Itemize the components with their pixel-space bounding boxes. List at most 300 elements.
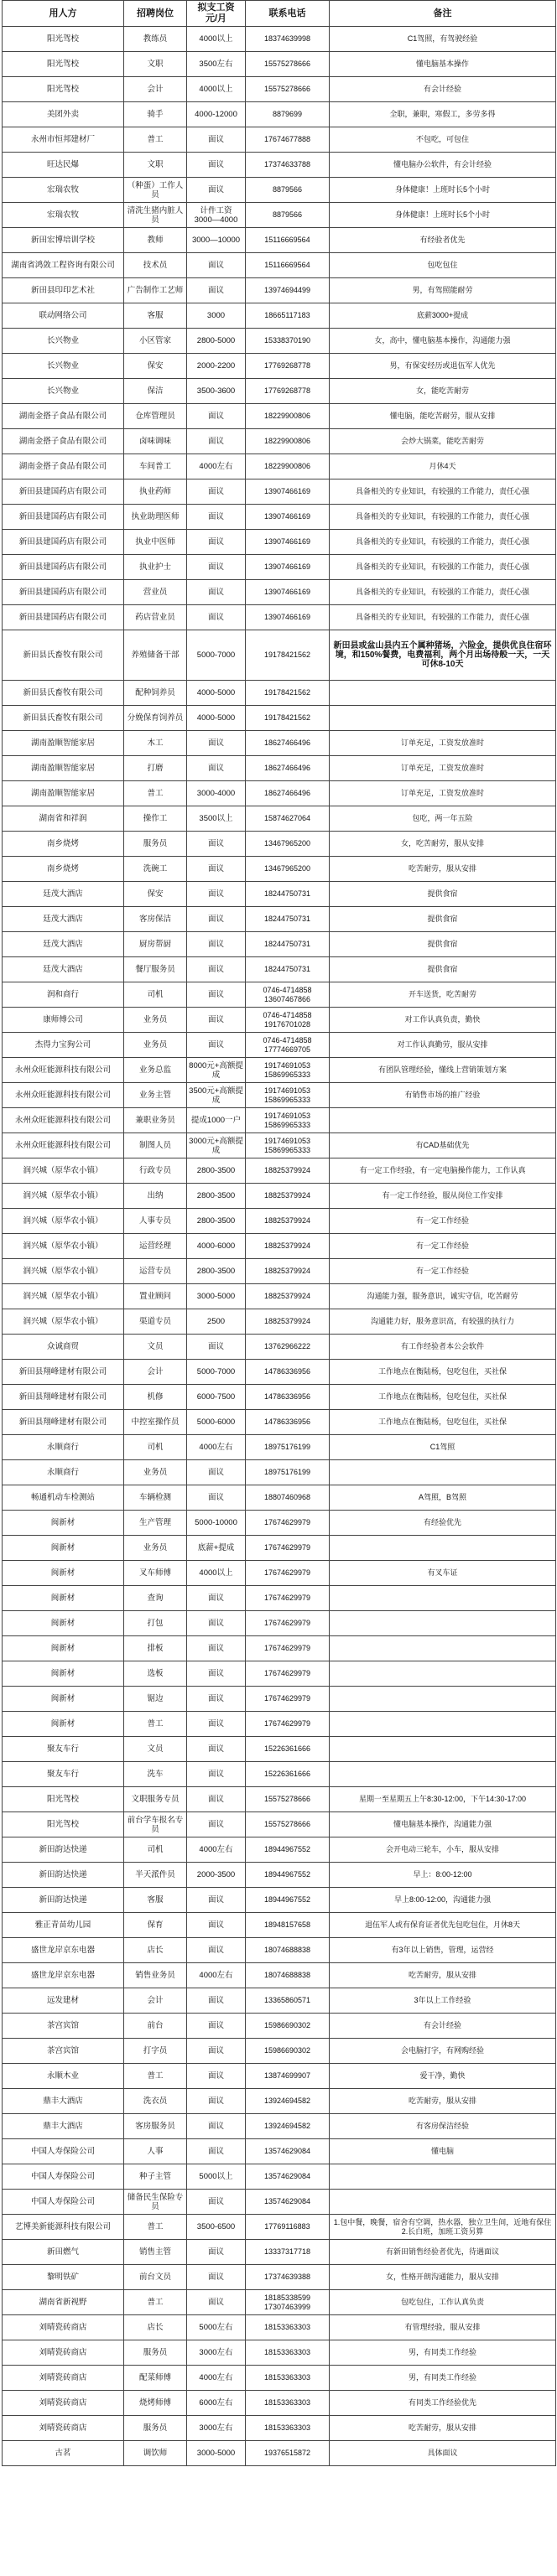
employer-cell: 润兴城（原华农小镇） [3,1309,124,1335]
remark-cell: 订单充足，工资发放准时 [330,781,556,806]
position-cell: 分娩保育饲养员 [124,706,187,731]
employer-cell: 刘晴瓷砖商店 [3,2340,124,2366]
phone-cell: 15874627064 [246,806,330,832]
employer-cell: 廷茂大酒店 [3,957,124,982]
salary-cell: 面议 [187,2139,246,2164]
position-cell: 普工 [124,2215,187,2240]
phone-cell: 13907466169 [246,580,330,605]
phone-cell: 19178421562 [246,630,330,681]
position-cell: 配菜师傅 [124,2366,187,2391]
remark-cell: 沟通能力好，服务意识高，有较强的执行力 [330,1309,556,1335]
table-row [3,203,556,228]
salary-cell: 3000-5000 [187,1284,246,1309]
remark-cell: 女，吃苦耐劳，服从安排 [330,832,556,857]
remark-cell: 身体健康！上班时长5个小时 [330,203,556,228]
table-row [3,957,556,982]
table-row [3,2416,556,2441]
employer-cell: 闽新材 [3,1561,124,1586]
phone-cell: 15226361666 [246,1737,330,1762]
salary-cell: 2800-3500 [187,1158,246,1184]
employer-cell: 远发建材 [3,1988,124,2014]
employer-cell: 康师傅公司 [3,1008,124,1033]
employer-cell: 黎明铁矿 [3,2265,124,2290]
phone-cell: 0746-4714858 19176701028 [246,1008,330,1033]
phone-cell: 17674677888 [246,127,330,153]
table-row [3,1863,556,1888]
salary-cell: 面议 [187,178,246,203]
remark-cell: 男，有同类工作经验 [330,2340,556,2366]
position-cell: 服务员 [124,832,187,857]
salary-cell: 面议 [187,756,246,781]
employer-cell: 永州众旺能源科技有限公司 [3,1108,124,1133]
remark-cell: C1驾照 [330,1435,556,1460]
table-row [3,580,556,605]
table-row [3,354,556,379]
employer-cell: 闽新材 [3,1511,124,1536]
employer-cell: 艺博美新能源科技有限公司 [3,2215,124,2240]
phone-cell: 13907466169 [246,479,330,505]
employer-cell: 润兴城（原华农小镇） [3,1234,124,1259]
salary-cell: 面议 [187,982,246,1008]
table-row [3,27,556,52]
salary-cell: 面议 [187,555,246,580]
employer-cell: 廷茂大酒店 [3,932,124,957]
remark-cell: 有CAD基础优先 [330,1133,556,1158]
phone-cell: 18944967552 [246,1837,330,1863]
salary-cell: 3000左右 [187,2340,246,2366]
position-cell: 行政专员 [124,1158,187,1184]
table-row [3,1234,556,1259]
employer-cell: 湖南省鸿敛工程咨询有限公司 [3,253,124,278]
header-phone: 联系电话 [246,1,330,27]
salary-cell: 面议 [187,153,246,178]
position-cell: 文职 [124,52,187,77]
salary-cell: 4000左右 [187,454,246,479]
salary-cell: 面议 [187,1335,246,1360]
position-cell: 执业药师 [124,479,187,505]
employer-cell: 润兴城（原华农小镇） [3,1209,124,1234]
employer-cell: 新田县建国药店有限公司 [3,555,124,580]
salary-cell: 面议 [187,731,246,756]
table-row [3,832,556,857]
phone-cell: 8879566 [246,203,330,228]
table-row [3,2139,556,2164]
phone-cell: 18825379924 [246,1184,330,1209]
phone-cell: 13574629084 [246,2164,330,2190]
phone-cell: 15575278666 [246,52,330,77]
table-row [3,555,556,580]
phone-cell: 18825379924 [246,1309,330,1335]
employer-cell: 新田县翔峰建材有限公司 [3,1410,124,1435]
salary-cell: 4000左右 [187,1435,246,1460]
remark-cell: 包吃包住 [330,253,556,278]
table-row [3,127,556,153]
table-row [3,1661,556,1687]
position-cell: 服务员 [124,2340,187,2366]
phone-cell: 18825379924 [246,1158,330,1184]
phone-cell: 13337317718 [246,2240,330,2265]
remark-cell: 月休4天 [330,454,556,479]
position-cell: 业务主管 [124,1083,187,1108]
salary-cell: 2000-3500 [187,1863,246,1888]
phone-cell: 13924694582 [246,2114,330,2139]
remark-cell: 有一定工作经验 [330,1259,556,1284]
employer-cell: 新田县印印艺术社 [3,278,124,303]
salary-cell: 面议 [187,1762,246,1787]
position-cell: 生产管理 [124,1511,187,1536]
position-cell: 执业中医师 [124,530,187,555]
salary-cell: 5000左右 [187,2315,246,2340]
salary-cell: 面议 [187,1008,246,1033]
phone-cell: 13762966222 [246,1335,330,1360]
phone-cell: 17674629979 [246,1586,330,1611]
salary-cell: 8000元+高额提成 [187,1058,246,1083]
position-cell: 销售业务员 [124,1963,187,1988]
position-cell: 普工 [124,1712,187,1737]
phone-cell: 17674629979 [246,1561,330,1586]
employer-cell: 湖南盈顺智能家居 [3,781,124,806]
employer-cell: 阳光驾校 [3,1787,124,1812]
table-row [3,153,556,178]
phone-cell: 18244750731 [246,882,330,907]
header-salary: 拟支工资 元/月 [187,1,246,27]
employer-cell: 鼎丰大酒店 [3,2114,124,2139]
table-row [3,429,556,454]
salary-cell: 面议 [187,1661,246,1687]
phone-cell: 15116669564 [246,228,330,253]
employer-cell: 阳光驾校 [3,77,124,102]
phone-cell: 15338370190 [246,329,330,354]
position-cell: 教练员 [124,27,187,52]
salary-cell: 4000-5000 [187,706,246,731]
position-cell: 司机 [124,1435,187,1460]
salary-cell: 4000以上 [187,77,246,102]
phone-cell: 18627466496 [246,756,330,781]
salary-cell: 面议 [187,479,246,505]
salary-cell: 计件工资 3000—4000 [187,203,246,228]
position-cell: 置业顾问 [124,1284,187,1309]
employer-cell: 闽新材 [3,1636,124,1661]
employer-cell: 茶宫宾馆 [3,2014,124,2039]
remark-cell: 对工作认真勤劳，服从安排 [330,1033,556,1058]
employer-cell: 美团外卖 [3,102,124,127]
employer-cell: 聚友车行 [3,1737,124,1762]
remark-cell: 女，能吃苦耐劳 [330,379,556,404]
position-cell: 普工 [124,2064,187,2089]
salary-cell: 面议 [187,1460,246,1485]
remark-cell: 懂电脑，能吃苦耐劳，服从安排 [330,404,556,429]
salary-cell: 4000-12000 [187,102,246,127]
position-cell: 配种饲养员 [124,681,187,706]
salary-cell: 面议 [187,580,246,605]
phone-cell: 18244750731 [246,957,330,982]
employer-cell: 众诚商贸 [3,1335,124,1360]
phone-cell: 13365860571 [246,1988,330,2014]
position-cell: 锯边 [124,1687,187,1712]
phone-cell: 15575278666 [246,1812,330,1837]
table-row [3,857,556,882]
employer-cell: 阳光驾校 [3,27,124,52]
position-cell: 种子主管 [124,2164,187,2190]
remark-cell: 有经验者优先 [330,228,556,253]
salary-cell: 面议 [187,1586,246,1611]
salary-cell: 面议 [187,1712,246,1737]
position-cell: 餐厅服务员 [124,957,187,982]
salary-cell: 3000-4000 [187,781,246,806]
employer-cell: 宏瑞农牧 [3,178,124,203]
employer-cell: 新田宏博培训学校 [3,228,124,253]
remark-cell: 有新田销售经验者优先，待遇面议 [330,2240,556,2265]
employer-cell: 刘晴瓷砖商店 [3,2315,124,2340]
salary-cell: 3500左右 [187,52,246,77]
table-row [3,2391,556,2416]
position-cell: 前台 [124,2014,187,2039]
salary-cell: 面议 [187,253,246,278]
salary-cell: 面议 [187,882,246,907]
position-cell: 保安 [124,882,187,907]
table-row [3,1988,556,2014]
employer-cell: 湖南盈顺智能家居 [3,756,124,781]
position-cell: 会计 [124,1988,187,2014]
header-employer: 用人方 [3,1,124,27]
table-row [3,228,556,253]
phone-cell: 13907466169 [246,530,330,555]
table-row [3,1787,556,1812]
phone-cell: 18229900806 [246,404,330,429]
table-row [3,2290,556,2315]
table-row [3,1410,556,1435]
employer-cell: 南乡烧烤 [3,857,124,882]
salary-cell: 面议 [187,530,246,555]
employer-cell: 永顺木业 [3,2064,124,2089]
table-row [3,253,556,278]
remark-cell: 爱干净，勤快 [330,2064,556,2089]
table-row [3,1938,556,1963]
salary-cell: 面议 [187,2039,246,2064]
table-header [3,1,556,27]
remark-cell: 懂电脑 [330,2139,556,2164]
phone-cell: 17769116883 [246,2215,330,2240]
employer-cell: 廷茂大酒店 [3,882,124,907]
phone-cell: 18944967552 [246,1863,330,1888]
phone-cell: 18185338599 17307463999 [246,2290,330,2315]
employer-cell: 湖南金搭子食品有限公司 [3,454,124,479]
phone-cell: 18229900806 [246,429,330,454]
remark-cell: 订单充足，工资发放准时 [330,731,556,756]
employer-cell: 新田县翔峰建材有限公司 [3,1385,124,1410]
salary-cell: 2500 [187,1309,246,1335]
table-row [3,2014,556,2039]
phone-cell: 0746-4714858 13607467866 [246,982,330,1008]
phone-cell: 19174691053 15869965333 [246,1108,330,1133]
salary-cell: 面议 [187,2190,246,2215]
remark-cell [330,1108,556,1133]
table-row [3,303,556,329]
position-cell: 洗衣员 [124,2089,187,2114]
position-cell: 烧烤师傅 [124,2391,187,2416]
table-row [3,52,556,77]
table-row [3,630,556,681]
remark-cell [330,1687,556,1712]
table-row [3,454,556,479]
salary-cell: 6000左右 [187,2391,246,2416]
table-row [3,1184,556,1209]
table-row [3,1888,556,1913]
remark-cell: 具备相关的专业知识，有较强的工作能力，责任心强 [330,605,556,630]
position-cell: 保安 [124,354,187,379]
remark-cell: 有会计经验 [330,77,556,102]
phone-cell: 17374633788 [246,153,330,178]
position-cell: 保洁 [124,379,187,404]
remark-cell: 开车送货，吃苦耐劳 [330,982,556,1008]
employer-cell: 永州众旺能源科技有限公司 [3,1058,124,1083]
table-row [3,2190,556,2215]
remark-cell: 对工作认真负责，勤快 [330,1008,556,1033]
position-cell: 人事专员 [124,1209,187,1234]
remark-cell [330,1586,556,1611]
salary-cell: 面议 [187,1888,246,1913]
salary-cell: 面议 [187,2064,246,2089]
table-row [3,1762,556,1787]
position-cell: 人事 [124,2139,187,2164]
position-cell: 洗碗工 [124,857,187,882]
table-row [3,806,556,832]
salary-cell: 3500元+高额提成 [187,1083,246,1108]
table-row [3,77,556,102]
position-cell: 业务员 [124,1460,187,1485]
employer-cell: 新田韵达快递 [3,1863,124,1888]
table-row [3,1158,556,1184]
salary-cell: 3000左右 [187,2416,246,2441]
position-cell: 养殖储备干部 [124,630,187,681]
phone-cell: 18229900806 [246,454,330,479]
employer-cell: 闽新材 [3,1586,124,1611]
salary-cell: 4000左右 [187,2366,246,2391]
employer-cell: 长兴物业 [3,354,124,379]
salary-cell: 3500-3600 [187,379,246,404]
position-cell: 打包 [124,1611,187,1636]
table-row [3,1737,556,1762]
table-row [3,479,556,505]
position-cell: 骑手 [124,102,187,127]
position-cell: 客房保洁 [124,907,187,932]
phone-cell: 17374639388 [246,2265,330,2290]
table-row [3,1837,556,1863]
phone-cell: 17674629979 [246,1511,330,1536]
position-cell: 营业员 [124,580,187,605]
remark-cell: 吃苦耐劳，服从安排 [330,1963,556,1988]
employer-cell: 新田县建国药店有限公司 [3,505,124,530]
phone-cell: 18627466496 [246,781,330,806]
position-cell: 司机 [124,1837,187,1863]
table-row [3,1335,556,1360]
table-row [3,505,556,530]
salary-cell: 2000-2200 [187,354,246,379]
salary-cell: 提成1000一户 [187,1108,246,1133]
table-row [3,2039,556,2064]
position-cell: 客服 [124,1888,187,1913]
remark-cell [330,1611,556,1636]
phone-cell: 18153363303 [246,2315,330,2340]
phone-cell: 18074688838 [246,1963,330,1988]
position-cell: 小区管家 [124,329,187,354]
employer-cell: 新田县建国药店有限公司 [3,605,124,630]
remark-cell: 有叉车证 [330,1561,556,1586]
remark-cell: 具备相关的专业知识，有较强的工作能力，责任心强 [330,505,556,530]
table-row [3,907,556,932]
salary-cell: 面议 [187,907,246,932]
position-cell: 选板 [124,1661,187,1687]
salary-cell: 面议 [187,1611,246,1636]
position-cell: 调饮师 [124,2441,187,2466]
table-row [3,1133,556,1158]
employer-cell: 闽新材 [3,1536,124,1561]
salary-cell: 2800-3500 [187,1259,246,1284]
salary-cell: 2800-5000 [187,329,246,354]
phone-cell: 15226361666 [246,1762,330,1787]
position-cell: 排板 [124,1636,187,1661]
table-row [3,781,556,806]
employer-cell: 新田县建国药店有限公司 [3,580,124,605]
remark-cell: A驾照，B驾照 [330,1485,556,1511]
remark-cell: 3年以上工作经验 [330,1988,556,2014]
position-cell: 客服 [124,303,187,329]
phone-cell: 8879699 [246,102,330,127]
phone-cell: 18665117183 [246,303,330,329]
position-cell: 销售主管 [124,2240,187,2265]
employer-cell: 茶宫宾馆 [3,2039,124,2064]
table-row [3,1108,556,1133]
remark-cell: 具备相关的专业知识，有较强的工作能力，责任心强 [330,479,556,505]
table-row [3,1309,556,1335]
salary-cell: 3000 [187,303,246,329]
employer-cell: 盛世龙岸京东电器 [3,1963,124,1988]
salary-cell: 面议 [187,2114,246,2139]
table-row [3,932,556,957]
phone-cell: 18627466496 [246,731,330,756]
employer-cell: 润兴城（原华农小镇） [3,1284,124,1309]
table-row [3,530,556,555]
remark-cell: 吃苦耐劳，服从安排 [330,857,556,882]
phone-cell: 13874699907 [246,2064,330,2089]
position-cell: 店长 [124,2315,187,2340]
position-cell: 业务员 [124,1008,187,1033]
employer-cell: 新田县翔峰建材有限公司 [3,1360,124,1385]
table-row [3,756,556,781]
table-row [3,982,556,1008]
employer-cell: 新田县氏畜牧有限公司 [3,706,124,731]
table-row [3,706,556,731]
employer-cell: 新田县氏畜牧有限公司 [3,681,124,706]
phone-cell: 17769268778 [246,354,330,379]
employer-cell: 联动网络公司 [3,303,124,329]
employer-cell: 润兴城（原华农小镇） [3,1158,124,1184]
table-row [3,1712,556,1737]
position-cell: 文员 [124,1335,187,1360]
position-cell: 机修 [124,1385,187,1410]
table-row [3,2089,556,2114]
position-cell: 普工 [124,2290,187,2315]
phone-cell: 13907466169 [246,555,330,580]
phone-cell: 17674629979 [246,1712,330,1737]
remark-cell: 沟通能力强，服务意识，诚实守信，吃苦耐劳 [330,1284,556,1309]
table-row [3,2366,556,2391]
employer-cell: 湖南省新视野 [3,2290,124,2315]
position-cell: 文职服务专员 [124,1787,187,1812]
table-row [3,2441,556,2466]
position-cell: 执业护士 [124,555,187,580]
remark-cell: 身体健康！上班时长5个小时 [330,178,556,203]
